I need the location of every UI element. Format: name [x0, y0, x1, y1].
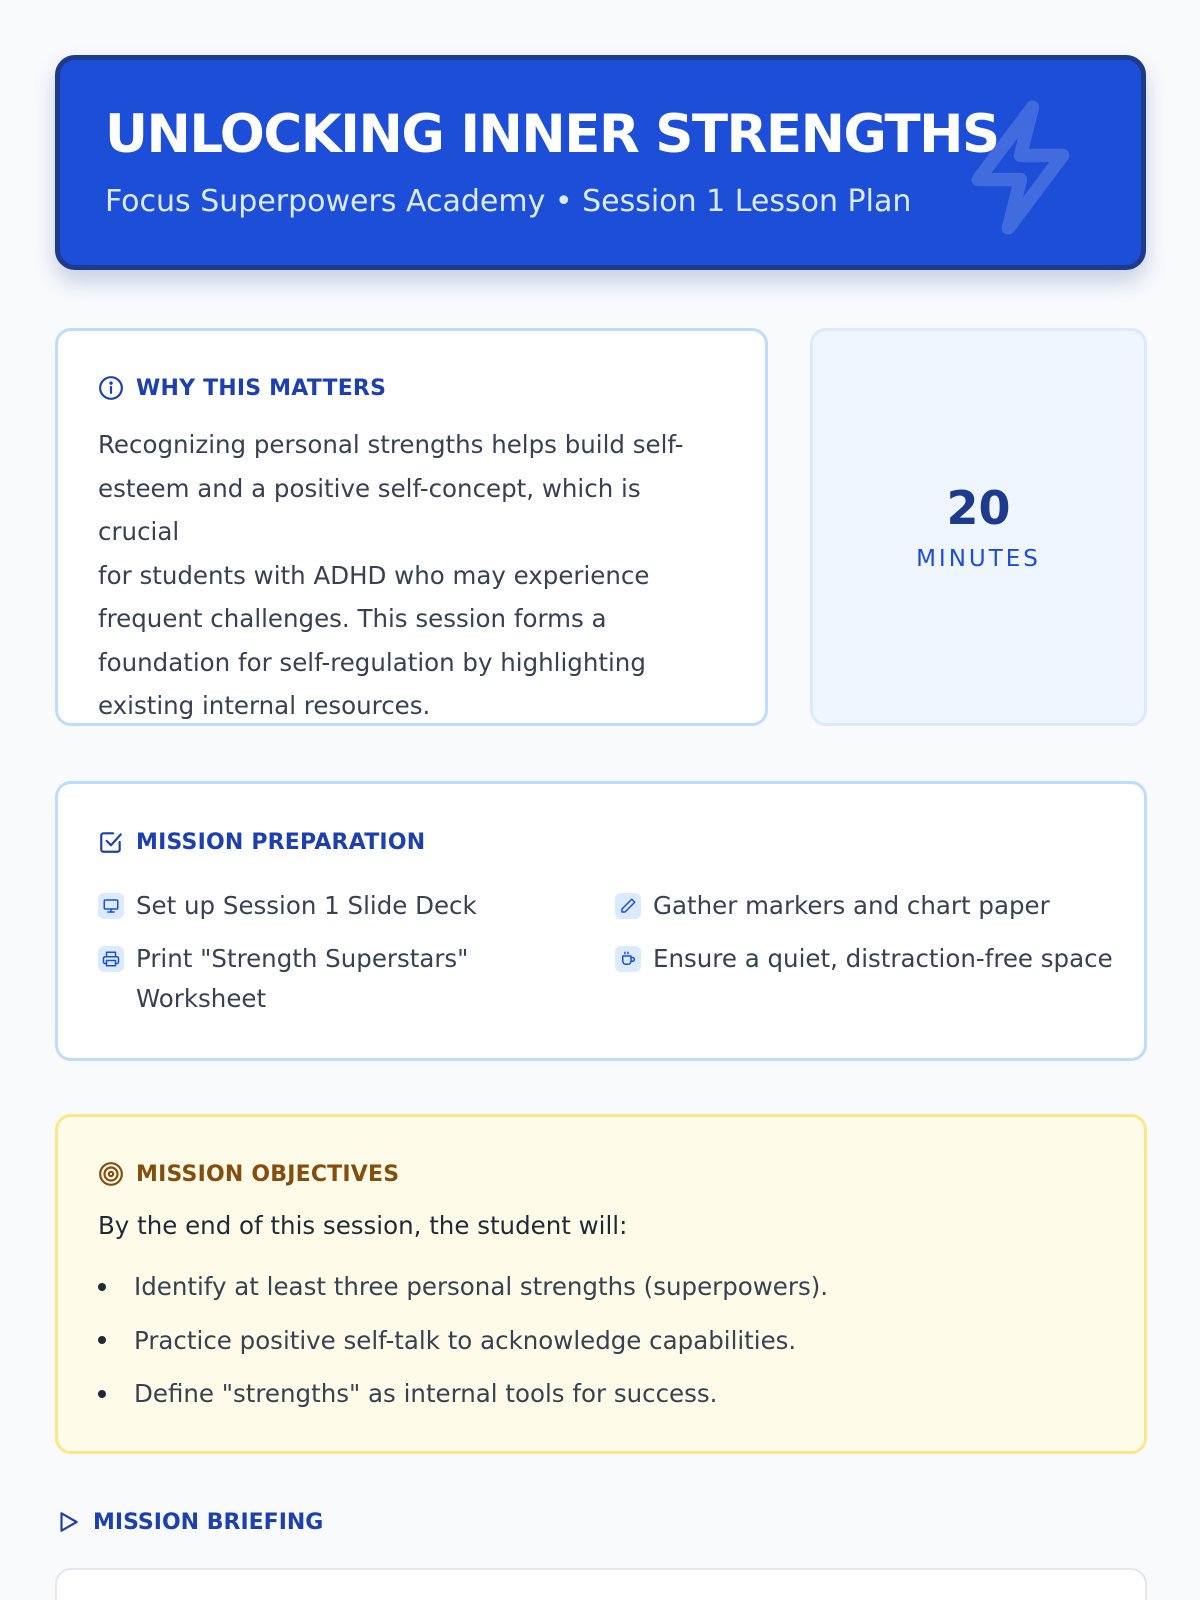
why-body-text	[98, 423, 723, 728]
briefing-heading-label: MISSION BRIEFING	[93, 1509, 324, 1535]
printer-icon	[102, 950, 120, 968]
coffee-cup-icon	[619, 950, 637, 968]
prep-item-label: Print "Strength Superstars" Worksheet	[136, 944, 469, 1013]
why-line: Recognizing personal strengths helps build self-	[98, 430, 684, 459]
objectives-intro: By the end of this session, the student will:	[98, 1211, 628, 1240]
objective-text: Define "strengths" as internal tools for success.	[134, 1379, 718, 1409]
lesson-title: UNLOCKING INNER STRENGTHS	[105, 104, 999, 165]
why-this-matters-card	[55, 328, 768, 726]
objective-item	[98, 1367, 828, 1421]
prep-item-label: Ensure a quiet, distraction-free space	[653, 944, 1113, 973]
coffee-cup-icon-wrap	[615, 946, 641, 972]
objective-item	[98, 1260, 828, 1314]
play-icon	[55, 1509, 81, 1535]
prep-item	[615, 939, 1115, 979]
prep-item-label: Set up Session 1 Slide Deck	[136, 891, 477, 920]
monitor-icon	[102, 897, 120, 915]
checkbox-icon	[98, 829, 124, 855]
lightning-bolt-icon	[954, 90, 1099, 245]
prep-item	[98, 886, 538, 926]
mission-briefing-heading	[55, 1509, 323, 1535]
pencil-icon	[619, 897, 637, 915]
mission-objectives-heading	[98, 1161, 399, 1187]
duration-value: 20	[946, 481, 1011, 535]
info-icon	[98, 375, 124, 401]
duration-card	[810, 328, 1147, 726]
lesson-header	[55, 55, 1146, 270]
why-line: for students with ADHD who may experience	[98, 560, 650, 590]
why-line: frequent challenges. This session forms a	[98, 604, 607, 633]
why-this-matters-heading	[98, 375, 386, 401]
prep-item-label: Gather markers and chart paper	[653, 891, 1050, 920]
duration-unit: MINUTES	[916, 546, 1041, 572]
prep-item	[615, 886, 1115, 926]
lesson-subtitle: Focus Superpowers Academy • Session 1 Lesson Plan	[105, 184, 912, 219]
why-line: existing internal resources.	[98, 691, 431, 720]
objectives-heading-label: MISSION OBJECTIVES	[136, 1161, 400, 1187]
objective-text: Practice positive self-talk to acknowledge capabilities.	[134, 1325, 797, 1355]
bullet	[98, 1390, 106, 1398]
prep-heading-label: MISSION PREPARATION	[136, 829, 426, 855]
objectives-list	[98, 1260, 828, 1421]
mission-objectives-card	[55, 1114, 1147, 1454]
why-line: foundation for self-regulation by highlighting	[98, 647, 646, 677]
bullet	[98, 1283, 106, 1291]
mission-preparation-card	[55, 781, 1147, 1061]
objective-text: Identify at least three personal strengths (superpowers).	[134, 1272, 829, 1302]
printer-icon-wrap	[98, 946, 124, 972]
prep-item	[98, 939, 518, 1019]
target-icon	[98, 1161, 124, 1187]
monitor-icon-wrap	[98, 893, 124, 919]
bullet	[98, 1336, 106, 1344]
mission-preparation-heading	[98, 829, 425, 855]
objective-item	[98, 1314, 828, 1368]
pencil-icon-wrap	[615, 893, 641, 919]
why-line: esteem and a positive self-concept, which is crucial	[98, 473, 641, 546]
why-heading-label: WHY THIS MATTERS	[136, 375, 387, 401]
mission-briefing-card	[55, 1568, 1147, 1600]
